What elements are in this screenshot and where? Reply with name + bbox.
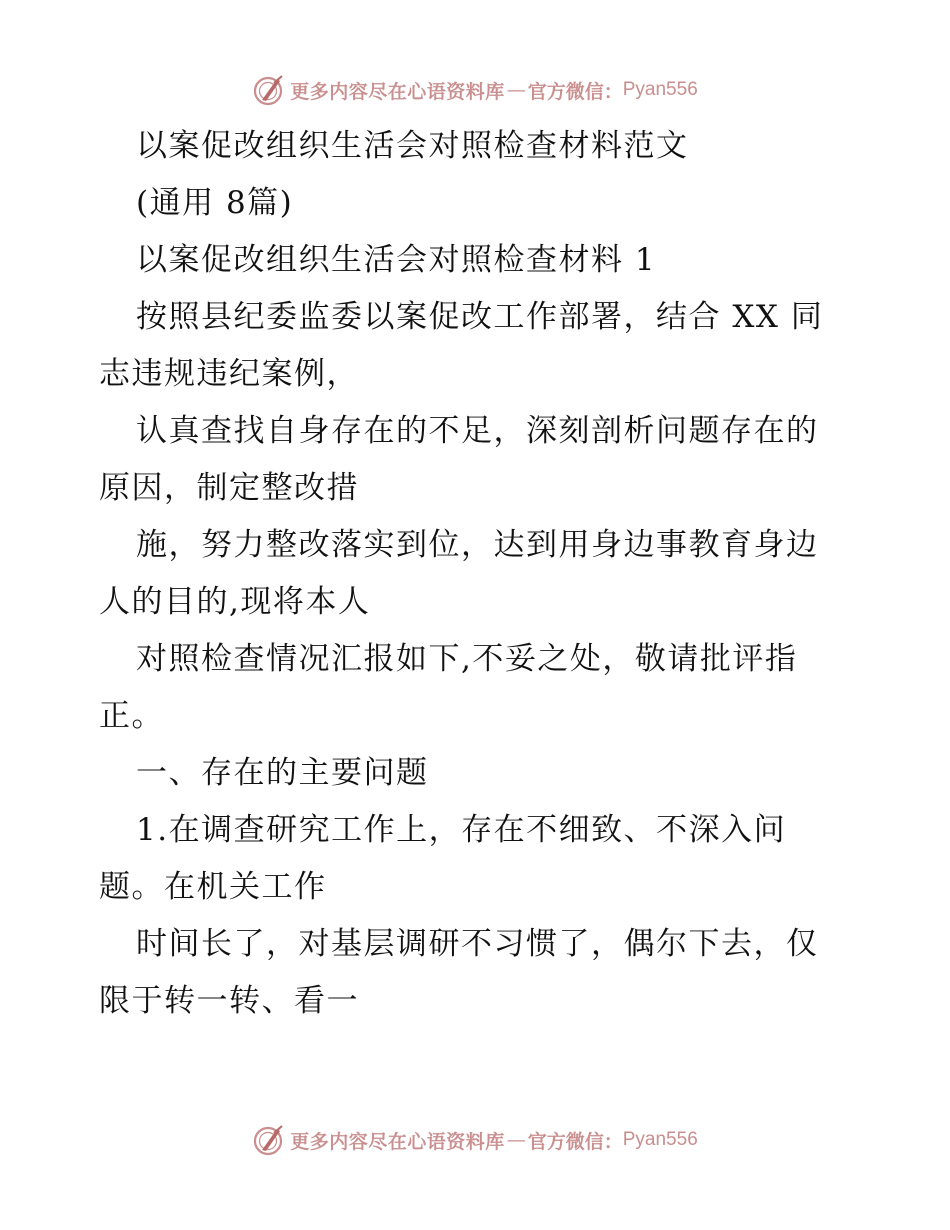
watermark-footer [0,1118,950,1162]
document-body [99,118,859,1030]
paragraph-line: 时间长了，对基层调研不习惯了，偶尔下去，仅 [136,926,819,962]
watermark-contact-label: 官方微信： [527,1130,623,1153]
paragraph-line: 施，努力整改落实到位，达到用身边事教育身边 [136,527,819,563]
paragraph-line: 题。在机关工作 [99,869,327,905]
paragraph-line: 限于转一转、看一 [99,983,359,1019]
watermark-brand: 更多内容尽在心语资料库 [290,1130,505,1153]
quill-pen-circle-icon [252,73,286,107]
watermark-brand: 更多内容尽在心语资料库 [290,80,505,103]
watermark-separator: — [506,79,526,101]
watermark-contact-id: Pyan556 [622,79,698,100]
paragraph-line: 原因，制定整改措 [99,470,359,506]
document-subtitle: (通用 8篇) [136,185,294,221]
document-title: 以案促改组织生活会对照检查材料范文 [136,128,689,164]
section-heading: 一、存在的主要问题 [136,755,429,791]
paragraph-line: 对照检查情况汇报如下,不妥之处，敬请批评指 [136,641,798,677]
watermark-header [0,68,950,112]
watermark-separator: — [506,1129,526,1151]
watermark-contact-label: 官方微信： [527,80,623,103]
paragraph-line: 志违规违纪案例， [99,356,359,392]
paragraph-line: 按照县纪委监委以案促改工作部署，结合 XX 同 [136,299,824,335]
section-title: 以案促改组织生活会对照检查材料 1 [136,242,657,278]
paragraph-line: 1.在调查研究工作上，存在不细致、不深入问 [136,812,787,848]
quill-pen-circle-icon [252,1123,286,1157]
paragraph-line: 正。 [99,698,164,734]
paragraph-line: 人的目的,现将本人 [99,584,371,620]
paragraph-line: 认真查找自身存在的不足，深刻剖析问题存在的 [136,413,819,449]
watermark-contact-id: Pyan556 [622,1129,698,1150]
